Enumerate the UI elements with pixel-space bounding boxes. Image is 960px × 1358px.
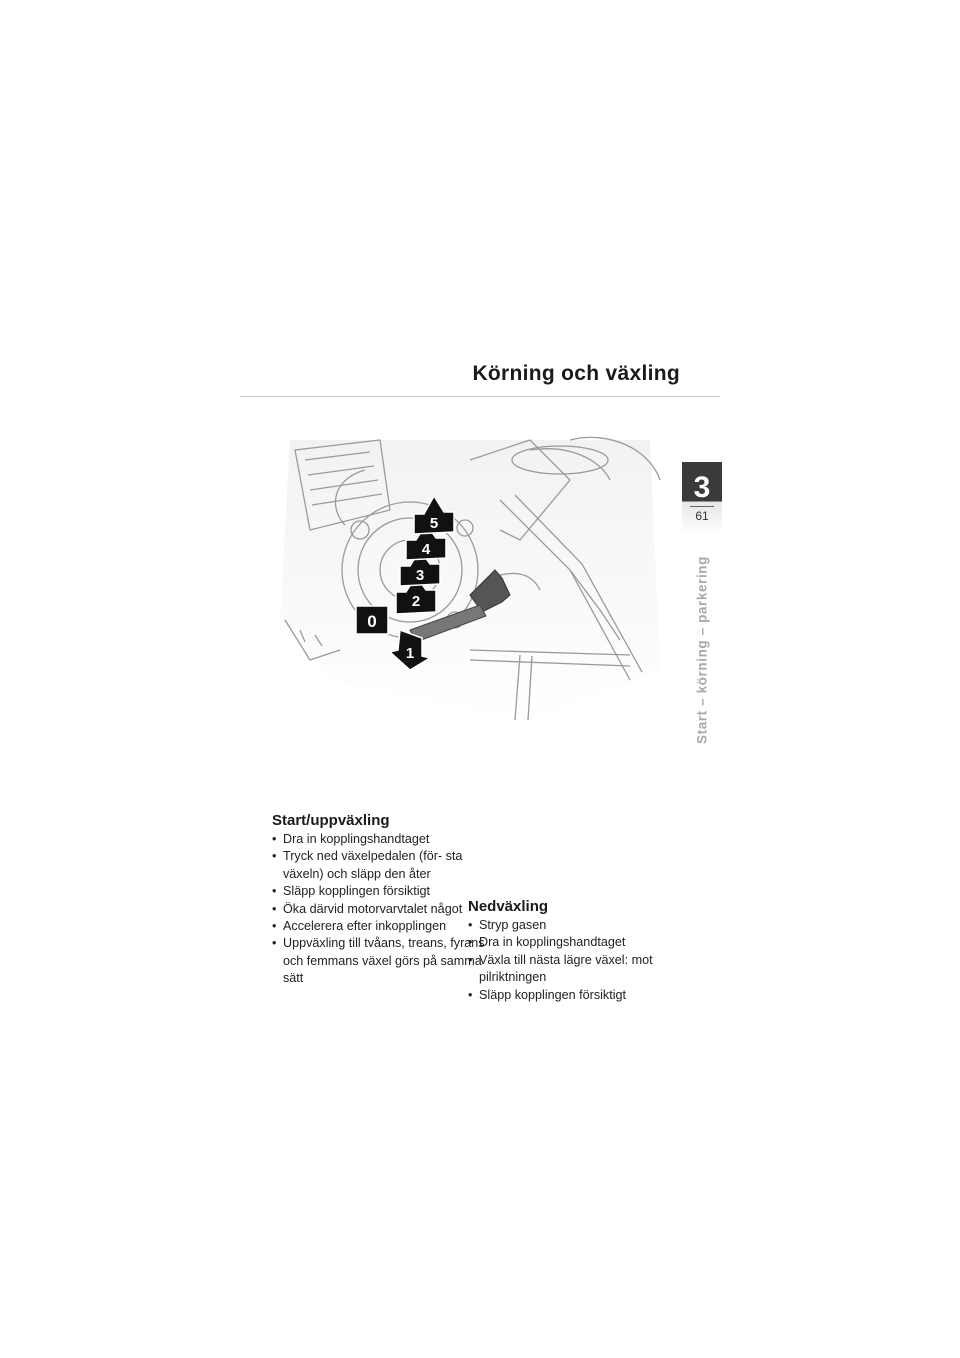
chapter-side-caption: Start – körning – parkering	[694, 556, 710, 744]
title-divider	[240, 396, 720, 397]
list-item: • Släpp kopplingen försiktigt	[468, 987, 698, 1004]
gear-label-0: 0	[367, 612, 377, 631]
list-item: • Stryp gasen	[468, 917, 698, 934]
gear-label-4: 4	[421, 541, 431, 558]
list-item: • Uppväxling till tvåans, treans, fyrans och femmans växel görs på samma sätt	[272, 935, 502, 987]
chapter-divider	[690, 506, 714, 507]
downshift-list	[468, 917, 698, 1004]
page-title: Körning och växling	[472, 362, 680, 385]
start-heading: Start/uppväxling	[272, 812, 390, 829]
gear-shift-illustration	[270, 420, 670, 730]
chapter-number: 3	[693, 471, 711, 504]
list-item: • Dra in kopplingshandtaget	[272, 831, 502, 848]
gear-label-5: 5	[429, 515, 439, 532]
page-number: 61	[695, 509, 709, 523]
list-item: • Accelerera efter inkopplingen	[272, 918, 502, 935]
list-item: • Dra in kopplingshandtaget	[468, 934, 698, 951]
gear-label-3: 3	[415, 567, 425, 584]
downshift-heading: Nedväxling	[468, 898, 549, 915]
list-item: • Tryck ned växelpedalen (för- sta växeln) och släpp den åter	[272, 848, 502, 883]
gear-label-2: 2	[411, 593, 421, 610]
list-item: • Öka därvid motorvarvtalet något	[272, 901, 502, 918]
gear-label-1: 1	[405, 645, 415, 662]
list-item: • Växla till nästa lägre växel: mot pilriktningen	[468, 952, 698, 987]
downshift-section	[468, 898, 698, 1004]
list-item: • Släpp kopplingen försiktigt	[272, 883, 502, 900]
